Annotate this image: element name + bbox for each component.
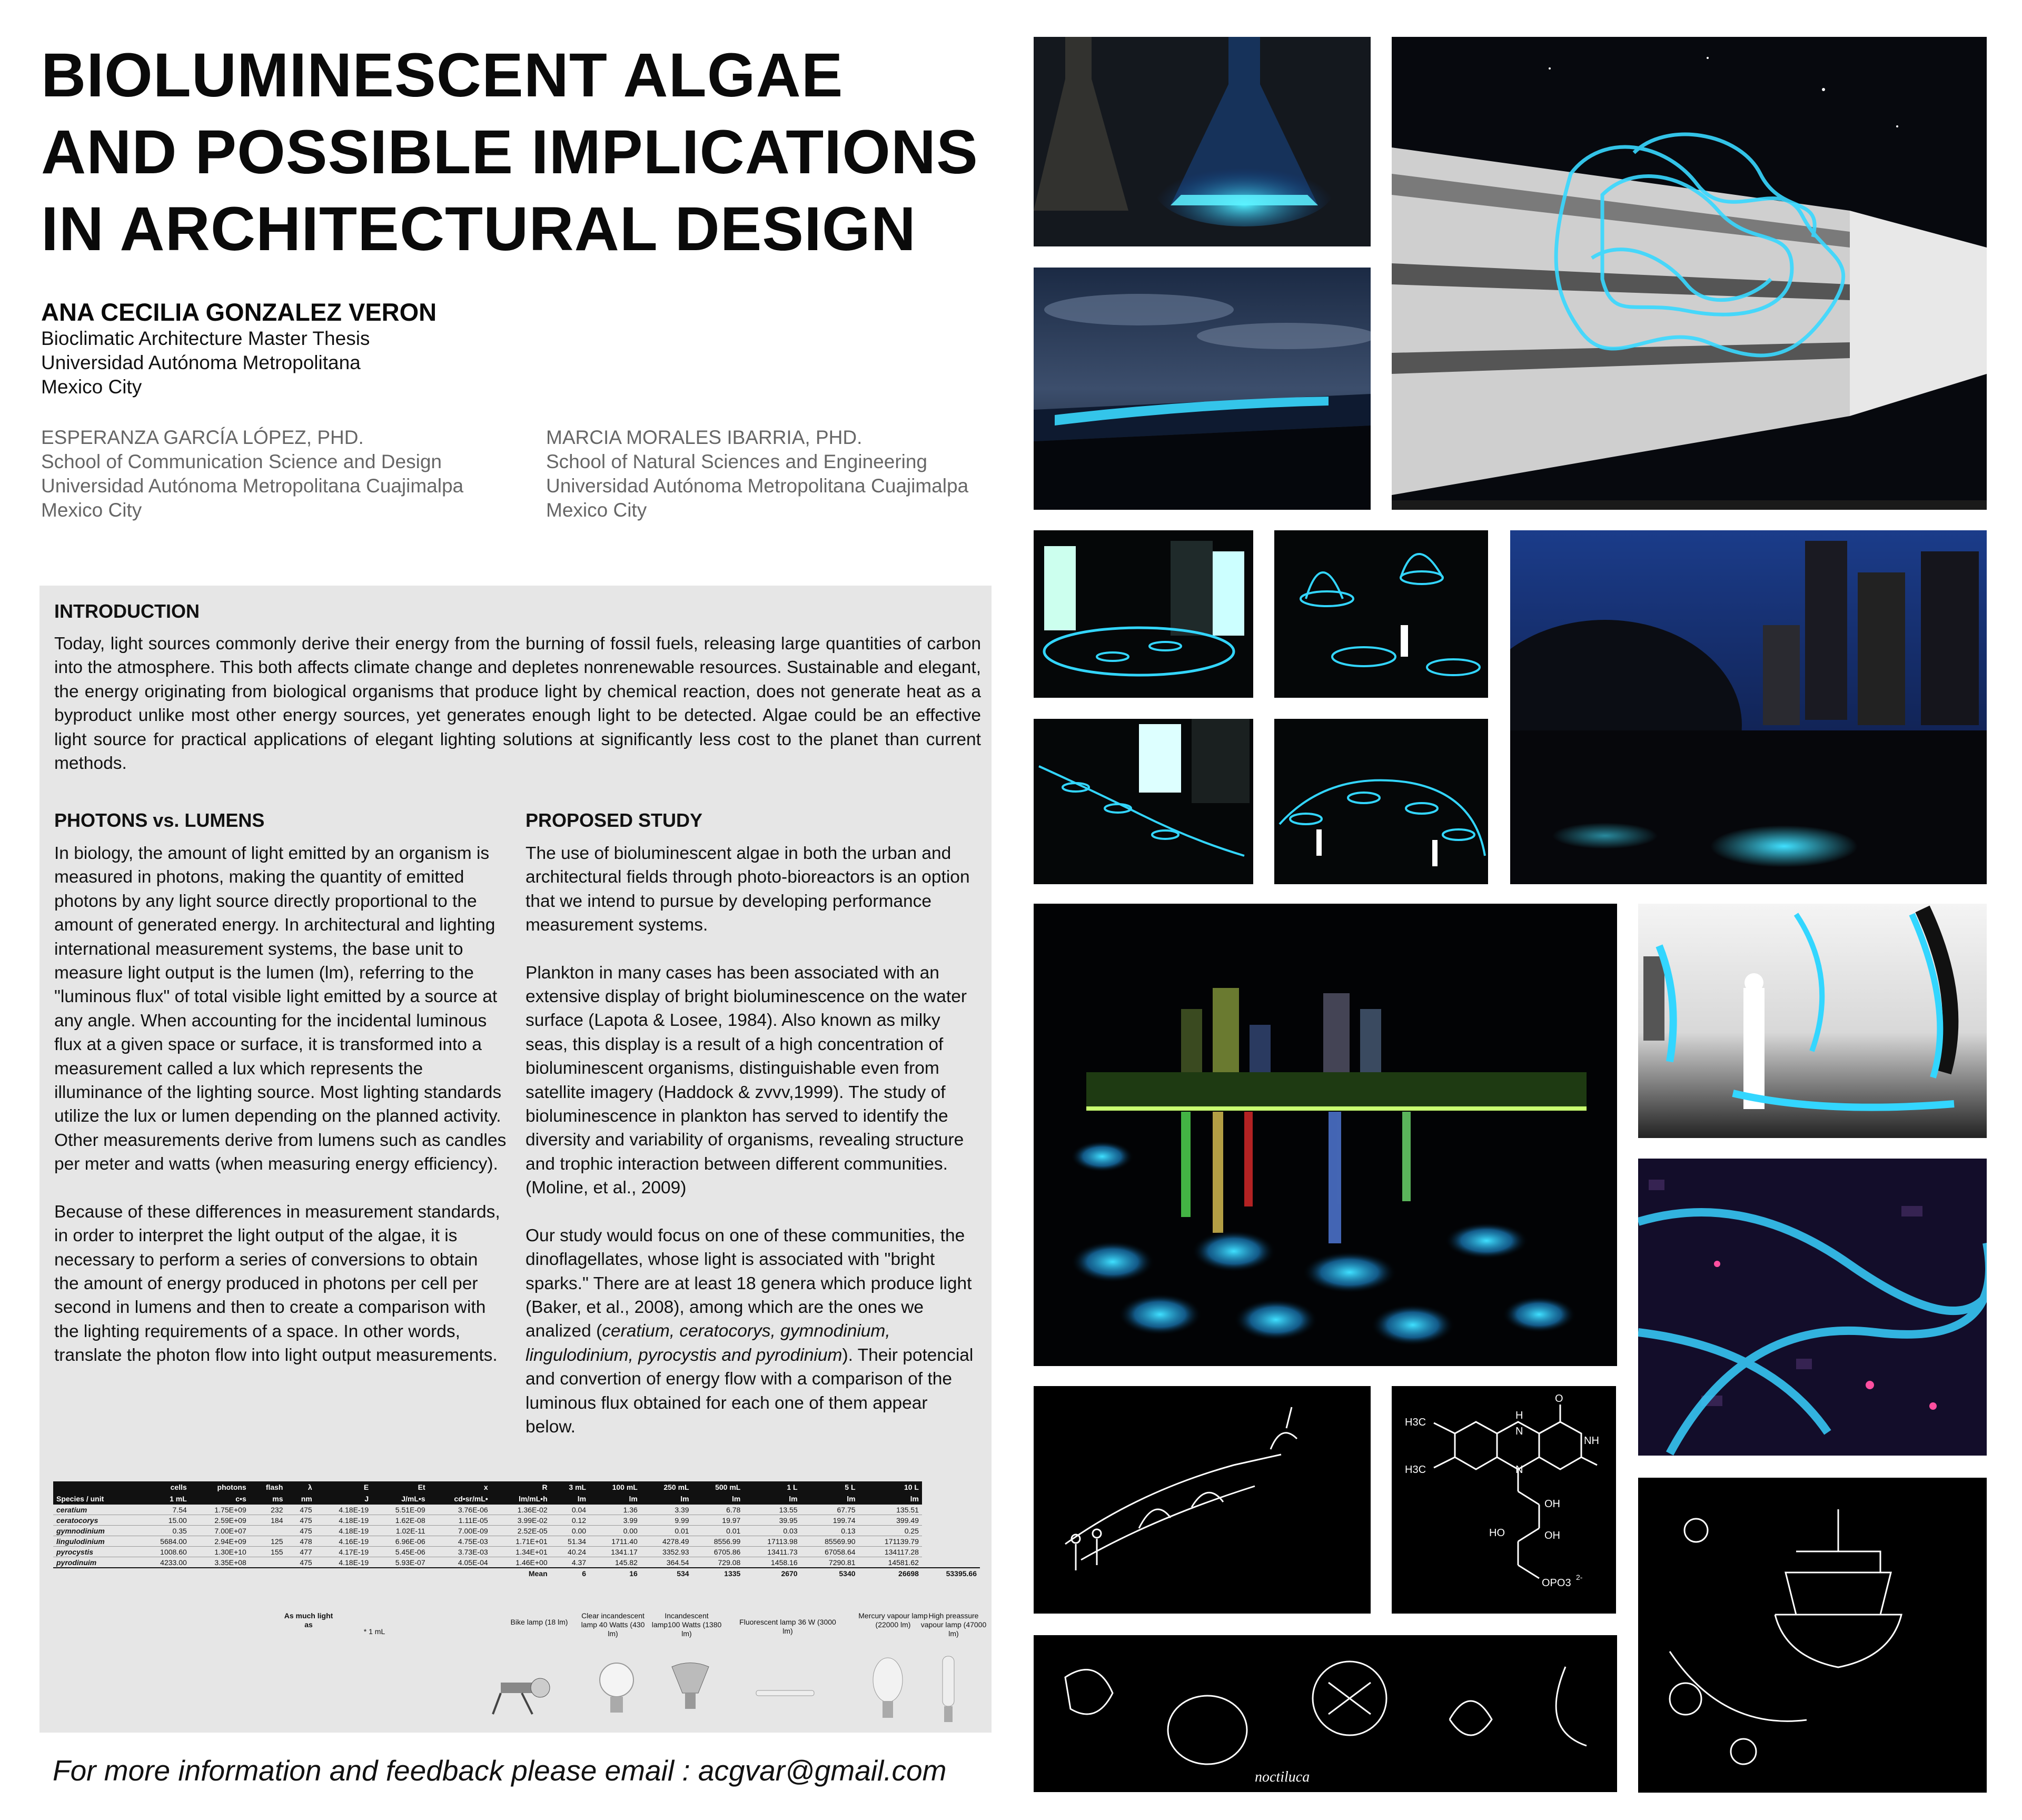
table-cell: 4.37 xyxy=(551,1557,589,1568)
table-cell: 13411.73 xyxy=(744,1547,800,1557)
table-cell: 134117.28 xyxy=(859,1547,922,1557)
molecule-label: N xyxy=(1515,1426,1523,1437)
species-cell: gymnodinium xyxy=(53,1526,138,1536)
advisor-name: MARCIA MORALES IBARRIA, PHD. xyxy=(546,427,863,448)
table-cell: 5684.00 xyxy=(138,1536,190,1547)
table-cell: 40.24 xyxy=(551,1547,589,1557)
table-cell: 3.73E-03 xyxy=(429,1547,491,1557)
building-render xyxy=(1392,37,1987,510)
city-reflection-photo xyxy=(1034,904,1617,1366)
table-cell: 155 xyxy=(250,1547,286,1557)
table-unit-cell: J/mL•s xyxy=(372,1493,428,1505)
table-cell: 1.36 xyxy=(589,1505,641,1515)
molecule-label: OPO3 xyxy=(1542,1577,1571,1589)
introduction-text: Today, light sources commonly derive their energy from the burning of fossil fuels, releasing large quantities of carbon into the atmosphere. This both affects climate change and depletes nonrenewable resources. Sustainable and elegant, the energy originating from biological organisms that produce light by chemical reaction, does not generate heat as a byproduct unlike most other energy sources, yet generates enough light to be detected. Algae could be an effective light source for practical applications of elegant lighting solutions at significantly less cost to the planet than current methods. xyxy=(54,634,981,774)
title-line: BIOLUMINESCENT ALGAE xyxy=(41,41,844,110)
mean-cell: 5340 xyxy=(801,1568,859,1578)
light-rings-icon xyxy=(1274,719,1488,884)
table-cell: 1.02E-11 xyxy=(372,1526,428,1536)
lamp-equivalents xyxy=(53,1611,987,1727)
table-unit-cell: lm xyxy=(641,1493,692,1505)
study-text xyxy=(526,842,978,1439)
title-line: AND POSSIBLE IMPLICATIONS xyxy=(41,117,978,187)
advisor-line: School of Communication Science and Design xyxy=(41,451,442,472)
molecule-label: 2- xyxy=(1576,1573,1583,1581)
table-cell: 0.13 xyxy=(801,1526,859,1536)
table-cell-empty xyxy=(250,1568,286,1578)
table-row xyxy=(53,1515,980,1526)
beach-photo xyxy=(1034,268,1371,510)
table-header-cell: 250 mL xyxy=(641,1481,692,1493)
table-cell: 7.00E+07 xyxy=(190,1526,250,1536)
table-cell: 0.04 xyxy=(551,1505,589,1515)
advisor-line: Mexico City xyxy=(546,499,647,521)
table-unit-cell: lm xyxy=(692,1493,744,1505)
bike-lamp-icon xyxy=(490,1661,580,1719)
table-unit-cell: J xyxy=(315,1493,372,1505)
mean-cell: 53395.66 xyxy=(922,1568,980,1578)
species-cell: ceratium xyxy=(53,1505,138,1515)
molecule-diagram xyxy=(1392,1386,1616,1614)
mean-label: Mean xyxy=(491,1568,551,1578)
sketch-ship xyxy=(1638,1478,1987,1793)
light-rings-icon xyxy=(1034,530,1253,698)
table-cell: 0.01 xyxy=(692,1526,744,1536)
table-cell: 67.75 xyxy=(801,1505,859,1515)
glowing-building-icon xyxy=(1392,37,1987,510)
table-cell: 0.01 xyxy=(641,1526,692,1536)
paragraph: Because of these differences in measurement standards, in order to interpret the light output of the algae, it is necessary to perform a series of conversions to obtain the amount of energy produced in photons per cell per second in lumens and then to create a comparison with the lighting requirements of a space. In other words, translate the photon flow into light output measurements. xyxy=(54,1202,500,1366)
species-cell: pyrocystis xyxy=(53,1547,138,1557)
affiliation-line: Bioclimatic Architecture Master Thesis xyxy=(41,328,370,349)
table-cell: 1.62E-08 xyxy=(372,1515,428,1526)
advisor-name: ESPERANZA GARCÍA LÓPEZ, PHD. xyxy=(41,427,364,448)
molecule-label: OH xyxy=(1544,1530,1560,1541)
equiv-label: Incandescent lamp100 Watts (1380 lm) xyxy=(651,1611,722,1638)
table-cell: 13.55 xyxy=(744,1505,800,1515)
mean-cell: 26698 xyxy=(859,1568,922,1578)
table-cell: 2.59E+09 xyxy=(190,1515,250,1526)
table-cell: 7.54 xyxy=(138,1505,190,1515)
molecule-label: NH xyxy=(1584,1435,1599,1447)
table-unit-cell: nm xyxy=(286,1493,315,1505)
table-cell: 0.00 xyxy=(589,1526,641,1536)
table-unit-cell: lm/mL•h xyxy=(491,1493,551,1505)
table-cell-empty xyxy=(372,1568,428,1578)
mean-cell: 6 xyxy=(551,1568,589,1578)
table-cell: 6.78 xyxy=(692,1505,744,1515)
table-header-cell: photons xyxy=(190,1481,250,1493)
table-cell: 17113.98 xyxy=(744,1536,800,1547)
table-cell-empty xyxy=(138,1568,190,1578)
equiv-label: High preassure vapour lamp (47000 lm) xyxy=(920,1611,987,1638)
paragraph: Plankton in many cases has been associated with an extensive display of bright bioluminescence on the water surface (Lapota & Losee, 1984). Also known as milky seas, this display is a result of a high concentration of bioluminescent organisms, distinguishable even from satellite imagery (Haddock & zvvv,1999). The study of bioluminescence in plankton has served to identify the diversity and variability of organisms, revealing structure and trophic interaction between different communities. (Moline, et al., 2009) xyxy=(526,963,967,1198)
table-unit-cell: lm xyxy=(801,1493,859,1505)
table-cell: 15.00 xyxy=(138,1515,190,1526)
mercury-lamp-icon xyxy=(867,1656,909,1725)
table-cell: 199.74 xyxy=(801,1515,859,1526)
table-unit-cell: ms xyxy=(250,1493,286,1505)
table-cell: 1.46E+00 xyxy=(491,1557,551,1568)
plaza-render xyxy=(1034,530,1253,698)
table-cell: 2.52E-05 xyxy=(491,1526,551,1536)
table-row xyxy=(53,1557,980,1568)
table-cell: 19.97 xyxy=(692,1515,744,1526)
table-cell: 0.12 xyxy=(551,1515,589,1526)
table-cell: 9.99 xyxy=(641,1515,692,1526)
table-header-cell: E xyxy=(315,1481,372,1493)
table-cell: 1.34E+01 xyxy=(491,1547,551,1557)
table-row xyxy=(53,1526,980,1536)
table-cell: 39.95 xyxy=(744,1515,800,1526)
molecule-label: H3C xyxy=(1405,1417,1426,1428)
advisor-line: Universidad Autónoma Metropolitana Cuajimalpa xyxy=(546,475,969,497)
table-cell: 184 xyxy=(250,1515,286,1526)
mean-cell: 2670 xyxy=(744,1568,800,1578)
table-cell: 1.71E+01 xyxy=(491,1536,551,1547)
table-row xyxy=(53,1505,980,1515)
table-cell: 2.94E+09 xyxy=(190,1536,250,1547)
glowing-flask-icon xyxy=(1034,37,1371,246)
as-much-label: As much light as xyxy=(284,1611,333,1629)
table-cell: 1.75E+09 xyxy=(190,1505,250,1515)
table-header-cell: 500 mL xyxy=(692,1481,744,1493)
sketch-icon xyxy=(1034,1386,1371,1614)
table-cell: 475 xyxy=(286,1526,315,1536)
table-cell: 477 xyxy=(286,1547,315,1557)
luciferin-structure-icon xyxy=(1392,1386,1616,1614)
glowing-highway-icon xyxy=(1638,1159,1987,1456)
molecule-label: H3C xyxy=(1405,1464,1426,1476)
sketch-drawing xyxy=(1034,1386,1371,1614)
table-cell: 125 xyxy=(250,1536,286,1547)
table-header-cell: x xyxy=(429,1481,491,1493)
table-header-cell: Et xyxy=(372,1481,428,1493)
conversion-table xyxy=(53,1481,980,1578)
table-cell: 145.82 xyxy=(589,1557,641,1568)
highway-render xyxy=(1638,1159,1987,1456)
table-cell-empty xyxy=(190,1568,250,1578)
equiv-label: Clear incandescent lamp 40 Watts (430 lm) xyxy=(581,1611,645,1638)
advisor-line: School of Natural Sciences and Engineering xyxy=(546,451,928,472)
table-cell: 4278.49 xyxy=(641,1536,692,1547)
table-unit-cell: lm xyxy=(744,1493,800,1505)
paragraph: The use of bioluminescent algae in both the urban and architectural fields through photo-bioreactors is an option that we intend to pursue by developing performance measurement systems. xyxy=(526,844,970,935)
plaza-render xyxy=(1034,719,1253,884)
sketch-icon xyxy=(1034,1635,1617,1792)
table-header-cell: 1 L xyxy=(744,1481,800,1493)
equiv-label: Fluorescent lamp 36 W (3000 lm) xyxy=(739,1618,836,1635)
table-cell: 1.11E-05 xyxy=(429,1515,491,1526)
table-mean-row xyxy=(53,1568,980,1578)
table-cell: 1.30E+10 xyxy=(190,1547,250,1557)
table-header-cell: 5 L xyxy=(801,1481,859,1493)
species-list: ceratium, ceratocorys, gymnodinium, lingulodinium, pyrocystis and pyrodinium xyxy=(526,1321,890,1365)
table-cell: 171139.79 xyxy=(859,1536,922,1547)
table-cell: 399.49 xyxy=(859,1515,922,1526)
table-cell: 475 xyxy=(286,1557,315,1568)
table-unit-cell: 1 mL xyxy=(138,1493,190,1505)
table-cell: 7290.81 xyxy=(801,1557,859,1568)
table-cell: 0.00 xyxy=(551,1526,589,1536)
table-cell: 135.51 xyxy=(859,1505,922,1515)
table-header-cell: cells xyxy=(138,1481,190,1493)
table-cell: 5.93E-07 xyxy=(372,1557,428,1568)
plaza-render xyxy=(1274,530,1488,698)
table-cell: 1008.60 xyxy=(138,1547,190,1557)
species-cell: ceratocorys xyxy=(53,1515,138,1526)
footer-contact: For more information and feedback please email : acgvar@gmail.com xyxy=(53,1754,947,1787)
high-pressure-lamp-icon xyxy=(935,1654,962,1727)
table-cell: 4.18E-19 xyxy=(315,1557,372,1568)
table-header-cell xyxy=(53,1481,138,1493)
author-name: ANA CECILIA GONZALEZ VERON xyxy=(41,298,437,326)
table-cell: 1.36E-02 xyxy=(491,1505,551,1515)
table-cell: 3.99E-02 xyxy=(491,1515,551,1526)
reflector-lamp-icon xyxy=(669,1661,711,1719)
advisor-2 xyxy=(546,426,968,522)
table-cell: 5.45E-06 xyxy=(372,1547,428,1557)
table-cell: 4.17E-19 xyxy=(315,1547,372,1557)
species-cell: pyrodinuim xyxy=(53,1557,138,1568)
paragraph xyxy=(526,1224,978,1439)
introduction-heading: INTRODUCTION xyxy=(54,600,200,622)
incandescent-bulb-icon xyxy=(596,1659,638,1722)
advisor-line: Mexico City xyxy=(41,499,142,521)
table-cell: 8556.99 xyxy=(692,1536,744,1547)
table-cell: 0.35 xyxy=(138,1526,190,1536)
table-cell: 6.96E-06 xyxy=(372,1536,428,1547)
table-cell: 1341.17 xyxy=(589,1547,641,1557)
table-cell: 0.03 xyxy=(744,1526,800,1536)
study-heading: PROPOSED STUDY xyxy=(526,809,703,831)
molecule-label: HO xyxy=(1489,1527,1505,1539)
table-cell: 5.51E-09 xyxy=(372,1505,428,1515)
table-cell: 7.00E-09 xyxy=(429,1526,491,1536)
table-cell: 478 xyxy=(286,1536,315,1547)
advisor-1 xyxy=(41,426,463,522)
table-cell-empty xyxy=(429,1568,491,1578)
table-header-cell: 10 L xyxy=(859,1481,922,1493)
table-header-cell: 100 mL xyxy=(589,1481,641,1493)
molecule-label: H xyxy=(1515,1410,1523,1421)
affiliation-line: Mexico City xyxy=(41,376,142,398)
poster-title xyxy=(41,37,1015,268)
table-cell: 364.54 xyxy=(641,1557,692,1568)
table-cell: 3.39 xyxy=(641,1505,692,1515)
table-header-cell: 3 mL xyxy=(551,1481,589,1493)
table-row xyxy=(53,1547,980,1557)
table-cell xyxy=(250,1526,286,1536)
title-line: IN ARCHITECTURAL DESIGN xyxy=(41,194,916,264)
table-cell-empty xyxy=(53,1568,138,1578)
sketch-organisms xyxy=(1034,1635,1617,1792)
glowing-shore-icon xyxy=(1034,268,1371,510)
text-run: Our study would focus on one of these communities, the dinoflagellates, whose light is associated with "bright sparks." There are at least 18 genera which produce light (Baker, et al., 2008), among which are the ones we analized ( xyxy=(526,1225,972,1341)
fluorescent-tube-icon xyxy=(754,1685,817,1701)
table-cell-empty xyxy=(286,1568,315,1578)
light-rings-icon xyxy=(1034,719,1253,884)
author-affiliation xyxy=(41,327,370,399)
paragraph: In biology, the amount of light emitted by an organism is measured in photons, making the quantity of emitted photons by any light source directly proportional to the amount of generated energy. In architectural and lighting international measurement systems, the base unit to measure light output is the lumen (lm), referring to the "luminous flux" of total visible light emitted by a source at any angle. When accounting for the incidental luminous flux at a given space or surface, it is transformed into a measurement called a lux which represents the illuminance of the lighting source. Most lighting standards utilize the lux or lumen depending on the planned activity. Other measurements derive from lumens such as candles per meter and watts (when measuring energy efficiency). xyxy=(54,844,507,1174)
table-cell: 4233.00 xyxy=(138,1557,190,1568)
table-row xyxy=(53,1536,980,1547)
advisor-line: Universidad Autónoma Metropolitana Cuajimalpa xyxy=(41,475,464,497)
table-header-row xyxy=(53,1481,980,1493)
bean-render xyxy=(1510,530,1987,884)
table-unit-cell: c•s xyxy=(190,1493,250,1505)
mean-cell: 534 xyxy=(641,1568,692,1578)
table-unit-cell: cd•sr/mL• xyxy=(429,1493,491,1505)
table-cell: 0.25 xyxy=(859,1526,922,1536)
table-cell: 232 xyxy=(250,1505,286,1515)
light-arches-icon xyxy=(1638,904,1987,1138)
affiliation-line: Universidad Autónoma Metropolitana xyxy=(41,352,361,373)
table-cell: 1711.40 xyxy=(589,1536,641,1547)
photons-text xyxy=(54,842,507,1368)
table-cell: 3.76E-06 xyxy=(429,1505,491,1515)
table-unit-cell: lm xyxy=(551,1493,589,1505)
table-cell: 4.18E-19 xyxy=(315,1515,372,1526)
table-header-cell: R xyxy=(491,1481,551,1493)
table-cell-empty xyxy=(315,1568,372,1578)
sketch-icon xyxy=(1638,1478,1987,1793)
plaza-render xyxy=(1274,719,1488,884)
city-night-icon xyxy=(1510,530,1987,884)
photons-heading: PHOTONS vs. LUMENS xyxy=(54,809,265,831)
text-run: ). Their potencial and convertion of energy flow with a comparison of the luminous flux obtained for each one of them appear below. xyxy=(526,1345,974,1437)
molecule-label: O xyxy=(1555,1393,1563,1404)
table-cell: 67058.64 xyxy=(801,1547,859,1557)
light-rings-icon xyxy=(1274,530,1488,698)
table-cell: 4.18E-19 xyxy=(315,1505,372,1515)
table-cell: 475 xyxy=(286,1505,315,1515)
table-header-cell: λ xyxy=(286,1481,315,1493)
table-cell: 3.99 xyxy=(589,1515,641,1526)
table-cell: 3352.93 xyxy=(641,1547,692,1557)
table-cell: 3.35E+08 xyxy=(190,1557,250,1568)
mean-cell: 16 xyxy=(589,1568,641,1578)
table-cell: 14581.62 xyxy=(859,1557,922,1568)
equiv-label: Bike lamp (18 lm) xyxy=(510,1618,568,1626)
table-cell: 475 xyxy=(286,1515,315,1526)
species-cell: lingulodinium xyxy=(53,1536,138,1547)
table-cell: 4.05E-04 xyxy=(429,1557,491,1568)
flask-photo xyxy=(1034,37,1371,246)
molecule-label: OH xyxy=(1544,1498,1560,1510)
table-cell: 4.16E-19 xyxy=(315,1536,372,1547)
mean-cell: 1335 xyxy=(692,1568,744,1578)
table-cell: 729.08 xyxy=(692,1557,744,1568)
sketch-caption: noctiluca xyxy=(1255,1769,1310,1785)
table-cell: 6705.86 xyxy=(692,1547,744,1557)
table-cell xyxy=(250,1557,286,1568)
molecule-label: N xyxy=(1515,1464,1523,1476)
city-night-icon xyxy=(1034,904,1617,1366)
equiv-label: * 1 mL xyxy=(363,1627,385,1636)
table-header-cell: flash xyxy=(250,1481,286,1493)
table-cell: 4.75E-03 xyxy=(429,1536,491,1547)
arch-render xyxy=(1638,904,1987,1138)
table-cell: 4.18E-19 xyxy=(315,1526,372,1536)
equiv-label: Mercury vapour lamp (22000 lm) xyxy=(858,1611,928,1629)
table-unit-cell: lm xyxy=(859,1493,922,1505)
table-unit-cell: lm xyxy=(589,1493,641,1505)
table-unit-cell: Species / unit xyxy=(53,1493,138,1505)
table-cell: 51.34 xyxy=(551,1536,589,1547)
table-cell: 1458.16 xyxy=(744,1557,800,1568)
table-cell: 85569.90 xyxy=(801,1536,859,1547)
table-unit-row xyxy=(53,1493,980,1505)
